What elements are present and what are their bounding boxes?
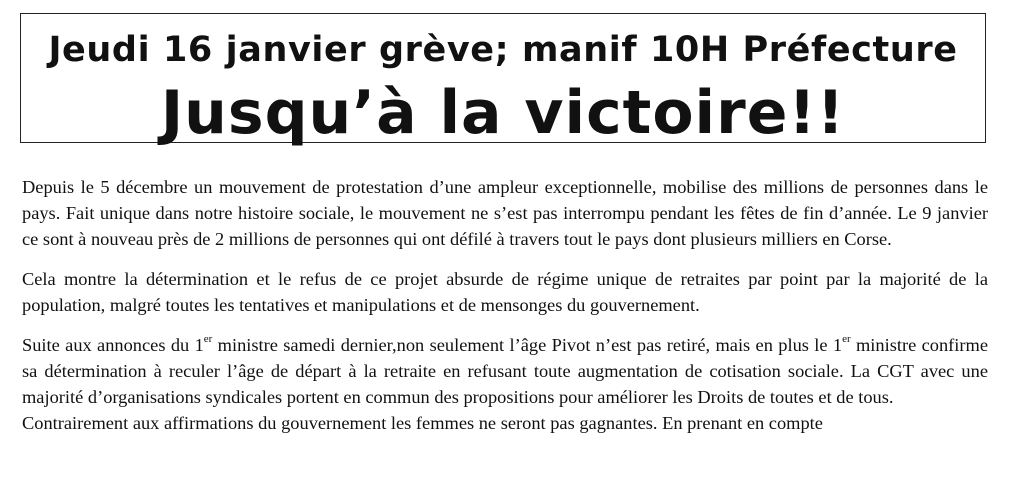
paragraph-2: Cela montre la détermination et le refus de ce projet absurde de régime unique de retraites par point par la majorité de la population, malgré toutes les tentatives et manipulations et de mensonges du gouvernement. — [22, 269, 988, 315]
paragraph-1: Depuis le 5 décembre un mouvement de protestation d’une ampleur exceptionnelle, mobilise des millions de personnes dans le pays. Fait unique dans notre histoire sociale, le mouvement ne s’est pas interrompu pendant les fêtes de fin d’année. Le 9 janvier ce sont à nouveau près de 2 millions de personnes qui ont défilé à travers tout le pays dont plusieurs milliers en Corse. — [22, 177, 988, 249]
headline-strike-date: Jeudi 16 janvier grève; manif 10H Préfecture — [48, 30, 958, 70]
paragraph-3 — [22, 332, 988, 410]
superscript-er-1: er — [203, 332, 213, 345]
headline-slogan: Jusqu’à la victoire!! — [160, 78, 846, 148]
article-body — [22, 174, 988, 450]
superscript-er-2: er — [842, 332, 851, 345]
paragraph-3-part-b: ministre samedi dernier,non seulement l’âge Pivot n’est pas retiré, mais en plus le 1 — [212, 335, 843, 355]
paragraph-3-part-a: Suite aux annonces du 1 — [22, 335, 204, 355]
paragraph-3-part-c: ministre confirme sa détermination à reculer l’âge de départ à la retraite en refusant toute augmentation de cotisation sociale. La CGT avec une majorité d’organisations syndicales portent en commun des propositions pour améliorer les Droits de toutes et de tous. — [22, 335, 988, 407]
paragraph-4: Contrairement aux affirmations du gouvernement les femmes ne seront pas gagnantes. En prenant en compte — [22, 413, 823, 433]
headline-box — [20, 13, 986, 148]
